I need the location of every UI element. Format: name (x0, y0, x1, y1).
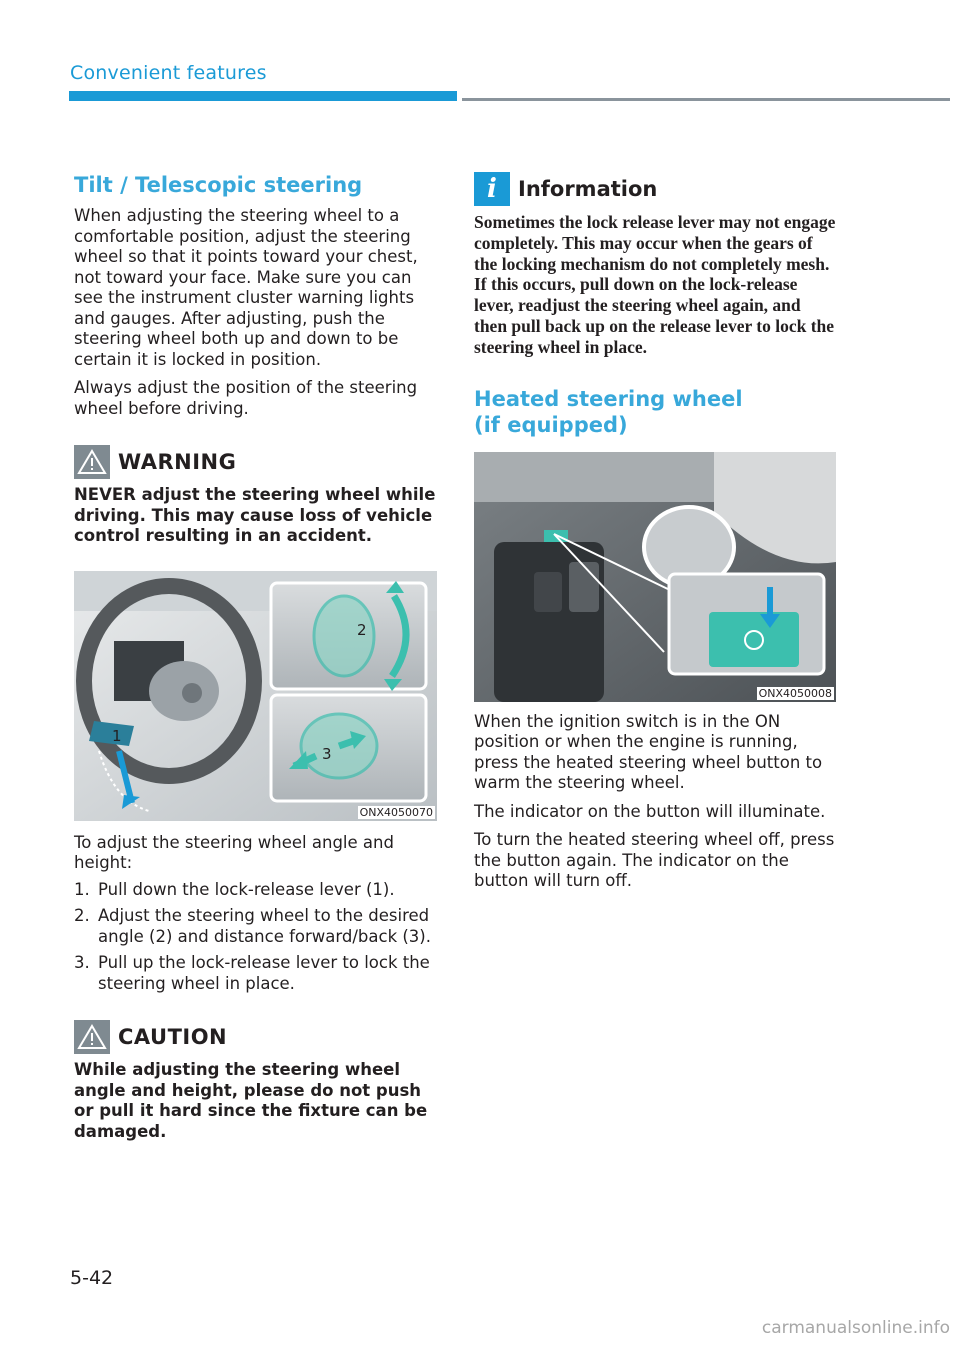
information-text: Sometimes the lock release lever may not engage completely. This may occur when the gears of the locking mechanism do not completely mesh. If this occurs, pull down on the lock-release lever, readjust the steering wheel again, and then pull back up on the release lever to lock the steering wheel in place. (474, 212, 836, 357)
warning-text: NEVER adjust the steering wheel while driving. This may cause loss of vehicle control resulting in an accident. (74, 485, 436, 545)
warning-label: WARNING (118, 450, 237, 474)
figure-code: ONX4050070 (359, 805, 433, 819)
caution-text: While adjusting the steering wheel angle and height, please do not push or pull it hard since the fixture can be damaged. (74, 1060, 428, 1141)
header-rule-accent (69, 91, 457, 101)
caution-label: CAUTION (118, 1025, 228, 1049)
caution-header (74, 1020, 438, 1054)
section-title: Convenient features (70, 62, 267, 84)
information-header (474, 172, 836, 206)
page-number: 5-42 (70, 1267, 114, 1289)
callout-3: 3 (322, 744, 332, 763)
heated-paragraph-2: The indicator on the button will illuminate. (474, 801, 826, 821)
heated-paragraph-3: To turn the heated steering wheel off, press the button again. The indicator on the button will turn off. (474, 830, 835, 891)
steering-adjust-figure (74, 571, 437, 821)
adjust-intro: To adjust the steering wheel angle and height: (74, 832, 394, 872)
heated-button-figure (474, 452, 836, 702)
figure-code: ONX4050008 (758, 686, 832, 700)
list-item: 3. Pull up the lock-release lever to lock the steering wheel in place. (74, 953, 430, 993)
right-column (474, 172, 836, 892)
caution-icon (74, 1020, 110, 1054)
heated-paragraph-1: When the ignition switch is in the ON position or when the engine is running, press the heated steering wheel button to warm the steering wheel. (474, 711, 823, 793)
heated-heading: Heated steering wheel (if equipped) (474, 386, 743, 437)
tilt-paragraph-1: When adjusting the steering wheel to a comfortable position, adjust the steering wheel so that it points toward your chest, not toward your face. Make sure you can see the instrument cluster warning lights and gauges. After adjusting, push the steering wheel both up and down to be certain it is locked in position. (74, 206, 418, 369)
tilt-paragraph-2: Always adjust the position of the steering wheel before driving. (74, 378, 418, 418)
list-item: 2. Adjust the steering wheel to the desired angle (2) and distance forward/back (3). (74, 906, 431, 946)
warning-icon (74, 445, 110, 479)
adjust-steps (74, 880, 438, 995)
warning-header (74, 445, 438, 479)
callout-1: 1 (112, 726, 122, 745)
tilt-heading: Tilt / Telescopic steering (74, 173, 363, 197)
watermark: carmanualsonline.info (761, 1318, 950, 1338)
info-icon: i (474, 172, 510, 206)
left-column (74, 172, 438, 1142)
list-item: 1. Pull down the lock-release lever (1). (74, 879, 395, 899)
callout-2: 2 (357, 620, 367, 639)
header-rule (462, 98, 950, 101)
information-label: Information (518, 177, 658, 201)
